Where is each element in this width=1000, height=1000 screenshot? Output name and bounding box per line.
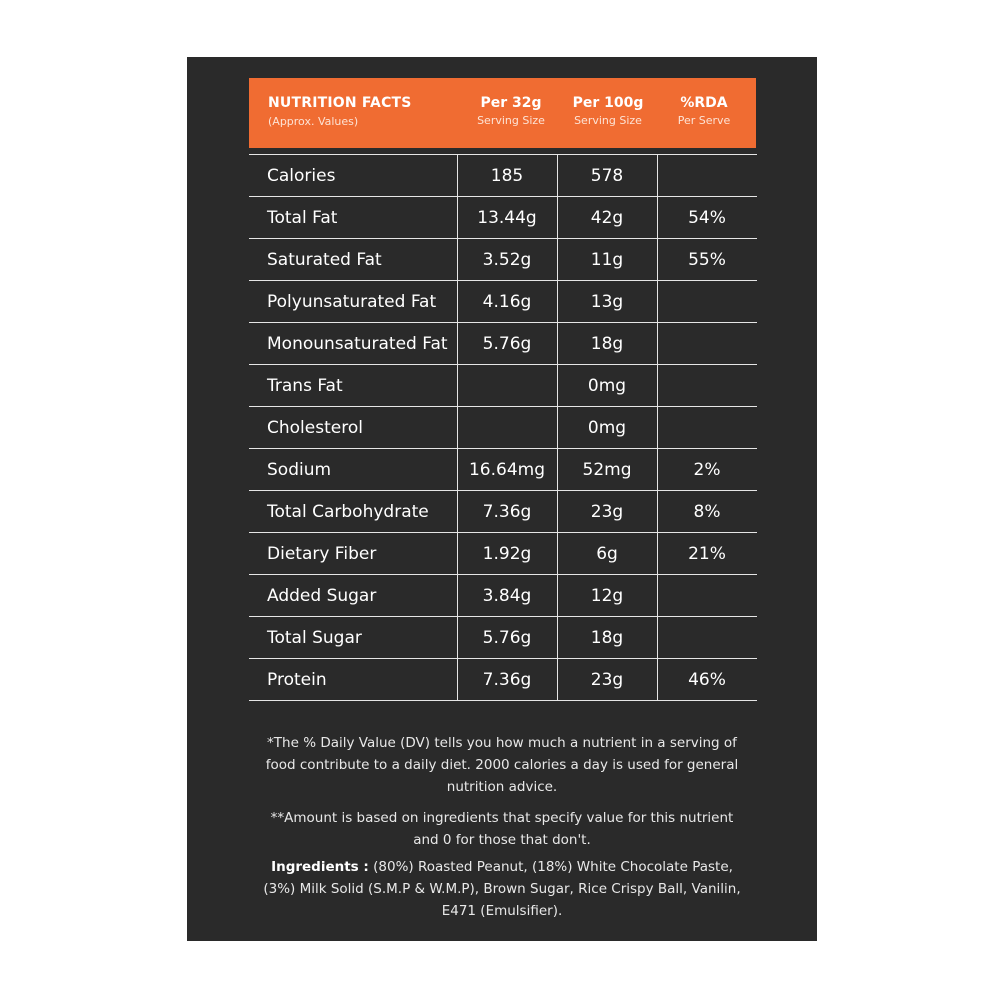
nutrient-name: Polyunsaturated Fat: [249, 281, 457, 323]
table-row: [249, 491, 757, 533]
nutrient-name: Protein: [249, 659, 457, 701]
daily-value-footnote: *The % Daily Value (DV) tells you how much a nutrient in a serving of food contribute to a daily diet. 2000 calories a day is used for general nutrition advice.: [265, 735, 739, 795]
table-row: [249, 617, 757, 659]
value-per-100g: 42g: [557, 197, 657, 239]
table-row: [249, 533, 757, 575]
value-rda: 55%: [657, 239, 757, 281]
header-col-per-32g: [461, 95, 561, 127]
value-rda: 2%: [657, 449, 757, 491]
header-col-label: Per 100g: [572, 95, 644, 111]
value-per-100g: 0mg: [557, 365, 657, 407]
header-title: NUTRITION FACTS: [268, 95, 412, 111]
header-col-label: %RDA: [680, 95, 728, 111]
value-per-100g: 18g: [557, 617, 657, 659]
value-rda: [657, 365, 757, 407]
value-per-100g: 6g: [557, 533, 657, 575]
value-rda: 46%: [657, 659, 757, 701]
value-rda: 21%: [657, 533, 757, 575]
table-row: [249, 407, 757, 449]
value-rda: 8%: [657, 491, 757, 533]
ingredients-note: [262, 856, 742, 922]
value-per-32g: 7.36g: [457, 659, 557, 701]
value-per-32g: 3.84g: [457, 575, 557, 617]
header-subtitle: (Approx. Values): [268, 115, 359, 128]
nutrition-header: [249, 78, 756, 148]
value-per-32g: 5.76g: [457, 617, 557, 659]
table-row: [249, 659, 757, 701]
table-row: [249, 575, 757, 617]
value-per-100g: 23g: [557, 659, 657, 701]
value-per-32g: 4.16g: [457, 281, 557, 323]
nutrient-name: Added Sugar: [249, 575, 457, 617]
value-per-100g: 52mg: [557, 449, 657, 491]
header-col-rda: [654, 95, 754, 127]
value-per-32g: 7.36g: [457, 491, 557, 533]
nutrient-name: Trans Fat: [249, 365, 457, 407]
nutrient-name: Total Carbohydrate: [249, 491, 457, 533]
header-col-per-100g: [558, 95, 658, 127]
table-row: [249, 197, 757, 239]
value-rda: [657, 617, 757, 659]
value-per-32g: 5.76g: [457, 323, 557, 365]
header-col-sub: Serving Size: [574, 114, 642, 127]
ingredients-text: (80%) Roasted Peanut, (18%) White Chocolate Paste, (3%) Milk Solid (S.M.P & W.M.P), Brown Sugar, Rice Crispy Ball, Vanilin, E471 (Emulsifier).: [263, 859, 741, 919]
nutrient-name: Saturated Fat: [249, 239, 457, 281]
table-row: [249, 239, 757, 281]
nutrient-name: Calories: [249, 155, 457, 197]
table-row: [249, 365, 757, 407]
value-per-32g: 13.44g: [457, 197, 557, 239]
value-per-100g: 578: [557, 155, 657, 197]
value-per-100g: 12g: [557, 575, 657, 617]
value-per-32g: 3.52g: [457, 239, 557, 281]
table-row: [249, 155, 757, 197]
value-rda: [657, 281, 757, 323]
value-per-100g: 0mg: [557, 407, 657, 449]
header-col-label: Per 32g: [480, 95, 542, 111]
nutrient-name: Monounsaturated Fat: [249, 323, 457, 365]
value-per-32g: [457, 365, 557, 407]
value-rda: [657, 323, 757, 365]
nutrient-name: Dietary Fiber: [249, 533, 457, 575]
ingredients-label: Ingredients :: [271, 859, 369, 875]
value-per-100g: 23g: [557, 491, 657, 533]
value-per-32g: 1.92g: [457, 533, 557, 575]
header-col-sub: Per Serve: [677, 114, 731, 127]
amount-footnote: **Amount is based on ingredients that specify value for this nutrient and 0 for those that don't.: [270, 810, 734, 848]
value-rda: [657, 155, 757, 197]
table-row: [249, 281, 757, 323]
header-col-sub: Serving Size: [477, 114, 545, 127]
value-per-100g: 18g: [557, 323, 657, 365]
table-row: [249, 323, 757, 365]
value-rda: [657, 575, 757, 617]
nutrient-name: Total Sugar: [249, 617, 457, 659]
nutrient-name: Cholesterol: [249, 407, 457, 449]
value-rda: [657, 407, 757, 449]
value-per-100g: 11g: [557, 239, 657, 281]
table-row: [249, 449, 757, 491]
value-per-32g: [457, 407, 557, 449]
value-per-32g: 185: [457, 155, 557, 197]
nutrition-table: [249, 154, 757, 701]
nutrient-name: Sodium: [249, 449, 457, 491]
value-rda: 54%: [657, 197, 757, 239]
value-per-100g: 13g: [557, 281, 657, 323]
value-per-32g: 16.64mg: [457, 449, 557, 491]
nutrient-name: Total Fat: [249, 197, 457, 239]
